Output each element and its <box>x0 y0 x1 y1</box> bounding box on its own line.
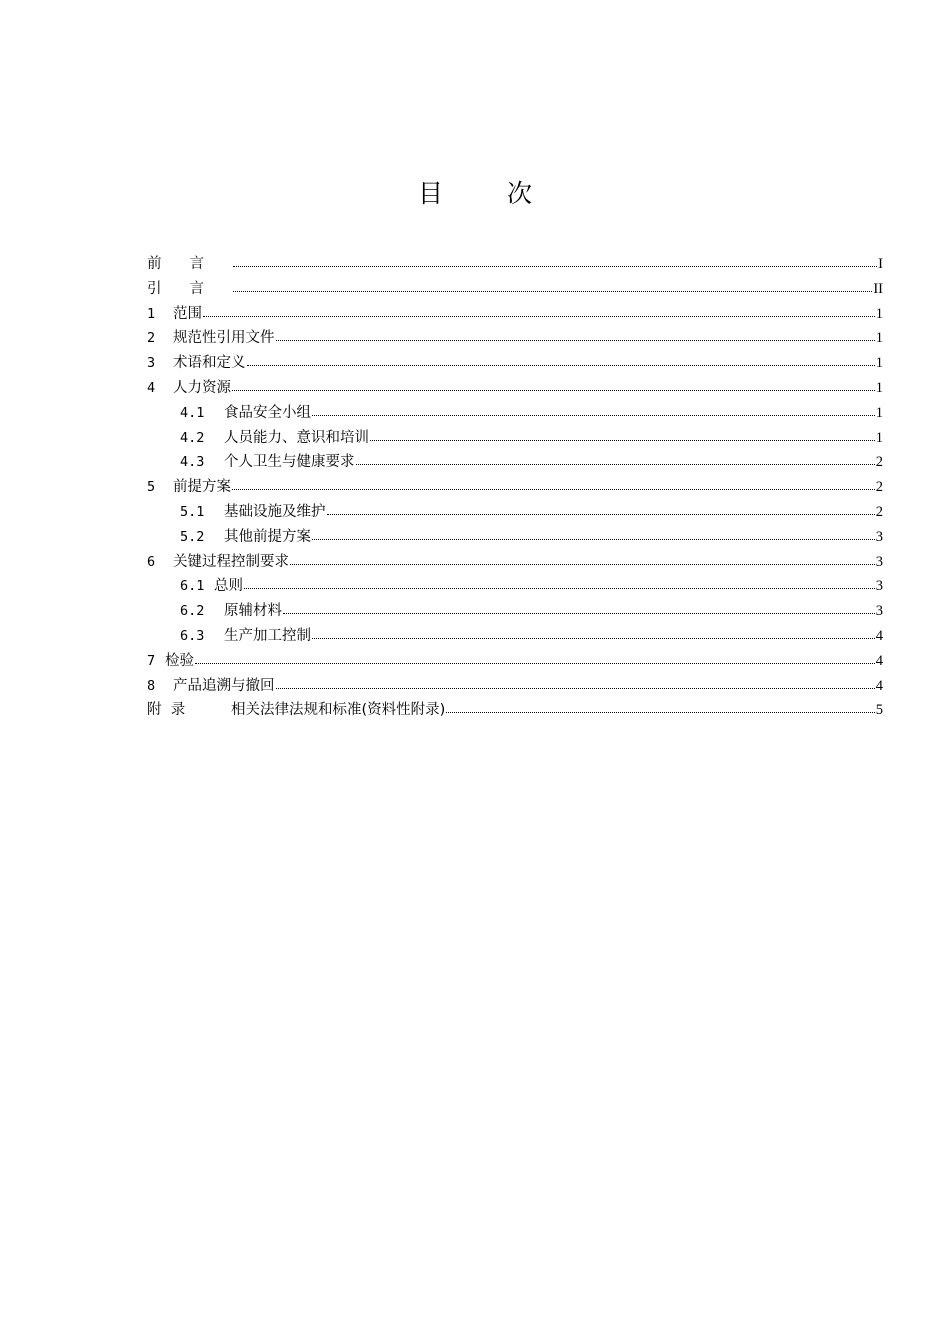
toc-page-number: 3 <box>875 578 883 595</box>
toc-page-number: 3 <box>875 603 883 620</box>
toc-leader <box>195 663 875 664</box>
toc-leader <box>233 291 872 292</box>
toc-page-number: II <box>873 280 883 297</box>
toc-entry-number: 8 <box>147 677 156 694</box>
toc-entry-number: 附 录 <box>147 702 186 719</box>
toc-entry-text: 总则 <box>214 578 243 595</box>
toc-entry-6-2[interactable] <box>147 599 883 624</box>
toc-entry-text: 生产加工控制 <box>224 627 311 644</box>
toc-leader <box>446 712 874 713</box>
toc-page-number: 4 <box>875 677 883 694</box>
toc-entry-number: 3 <box>147 355 156 372</box>
toc-page-number: 3 <box>875 528 883 545</box>
toc-leader <box>276 688 875 689</box>
toc-entry-8[interactable] <box>147 674 883 699</box>
toc-page-number: 2 <box>875 454 883 471</box>
toc-page-number: 1 <box>875 429 883 446</box>
toc-page-number: 4 <box>875 627 883 644</box>
toc-entry-text: 食品安全小组 <box>224 404 311 421</box>
toc-entry-7[interactable] <box>147 649 883 674</box>
toc-entry-number: 6 <box>147 553 156 570</box>
toc-entry-text: 检验 <box>165 652 194 669</box>
toc-page-number: 2 <box>875 503 883 520</box>
toc-page-number: 1 <box>875 305 883 322</box>
toc-entry-5-2[interactable] <box>147 525 883 550</box>
toc-entry-4-3[interactable] <box>147 450 883 475</box>
toc-entry-number: 6.2 <box>180 603 205 620</box>
toc-leader <box>232 489 875 490</box>
toc-leader <box>232 390 875 391</box>
toc-entry-text: 原辅材料 <box>224 603 282 620</box>
toc-leader <box>312 539 875 540</box>
toc-entry-introduction[interactable] <box>147 277 883 302</box>
toc-entry-text: 关键过程控制要求 <box>173 553 289 570</box>
toc-page-number: 1 <box>875 355 883 372</box>
toc-leader <box>283 613 875 614</box>
toc-page-number: I <box>878 256 883 272</box>
toc-entry-1[interactable] <box>147 302 883 327</box>
toc-entry-number: 2 <box>147 330 156 347</box>
toc-entry-5[interactable] <box>147 475 883 500</box>
toc-leader <box>370 440 875 441</box>
toc-leader <box>327 514 875 515</box>
page-title: 目 次 <box>418 179 560 208</box>
toc-entry-number: 5.2 <box>180 528 205 545</box>
toc-entry-number: 6.3 <box>180 627 205 644</box>
toc-entry-text: 前提方案 <box>173 479 231 496</box>
toc-page-number: 5 <box>875 702 883 719</box>
toc-entry-4-1[interactable] <box>147 401 883 426</box>
toc-entry-number: 5.1 <box>180 503 205 520</box>
toc-entry-number: 4 <box>147 379 156 396</box>
toc-leader <box>233 266 877 267</box>
toc-leader <box>290 564 875 565</box>
toc-entry-text: 相关法律法规和标准(资料性附录) <box>231 702 446 719</box>
toc-entry-text: 其他前提方案 <box>224 528 311 545</box>
toc-leader <box>276 340 875 341</box>
toc-leader <box>244 588 875 589</box>
table-of-contents <box>147 252 883 723</box>
toc-leader <box>247 365 875 366</box>
toc-leader <box>203 316 875 317</box>
toc-entry-6[interactable] <box>147 550 883 575</box>
toc-entry-number: 4.3 <box>180 454 205 471</box>
toc-entry-text: 产品追溯与撤回 <box>173 677 275 694</box>
toc-entry-number: 4.2 <box>180 429 205 446</box>
toc-entry-6-1[interactable] <box>147 574 883 599</box>
toc-entry-6-3[interactable] <box>147 624 883 649</box>
toc-page-number: 2 <box>875 479 883 496</box>
toc-entry-number: 4.1 <box>180 404 205 421</box>
toc-entry-text: 人力资源 <box>173 379 231 396</box>
toc-entry-text: 前言 <box>147 256 232 272</box>
toc-entry-2[interactable] <box>147 326 883 351</box>
toc-page-number: 1 <box>875 379 883 396</box>
toc-entry-text: 个人卫生与健康要求 <box>224 454 355 471</box>
toc-entry-number: 5 <box>147 479 156 496</box>
toc-page-number: 3 <box>875 553 883 570</box>
toc-entry-number: 6.1 <box>180 578 205 595</box>
toc-entry-number: 1 <box>147 305 156 322</box>
toc-entry-text: 范围 <box>173 305 202 322</box>
toc-entry-appendix[interactable] <box>147 698 883 723</box>
toc-entry-4-2[interactable] <box>147 426 883 451</box>
toc-leader <box>356 464 875 465</box>
toc-leader <box>312 638 875 639</box>
toc-entry-text: 基础设施及维护 <box>224 503 326 520</box>
toc-page-number: 1 <box>875 404 883 421</box>
toc-entry-text: 规范性引用文件 <box>173 330 275 347</box>
toc-entry-text: 人员能力、意识和培训 <box>224 429 369 446</box>
toc-entry-foreword[interactable] <box>147 252 883 277</box>
toc-entry-4[interactable] <box>147 376 883 401</box>
toc-leader <box>312 415 875 416</box>
toc-entry-text: 术语和定义 <box>173 355 246 372</box>
toc-entry-5-1[interactable] <box>147 500 883 525</box>
toc-entry-3[interactable] <box>147 351 883 376</box>
toc-page-number: 1 <box>875 330 883 347</box>
toc-entry-text: 引言 <box>147 280 232 297</box>
toc-entry-number: 7 <box>147 652 156 669</box>
toc-page-number: 4 <box>875 652 883 669</box>
